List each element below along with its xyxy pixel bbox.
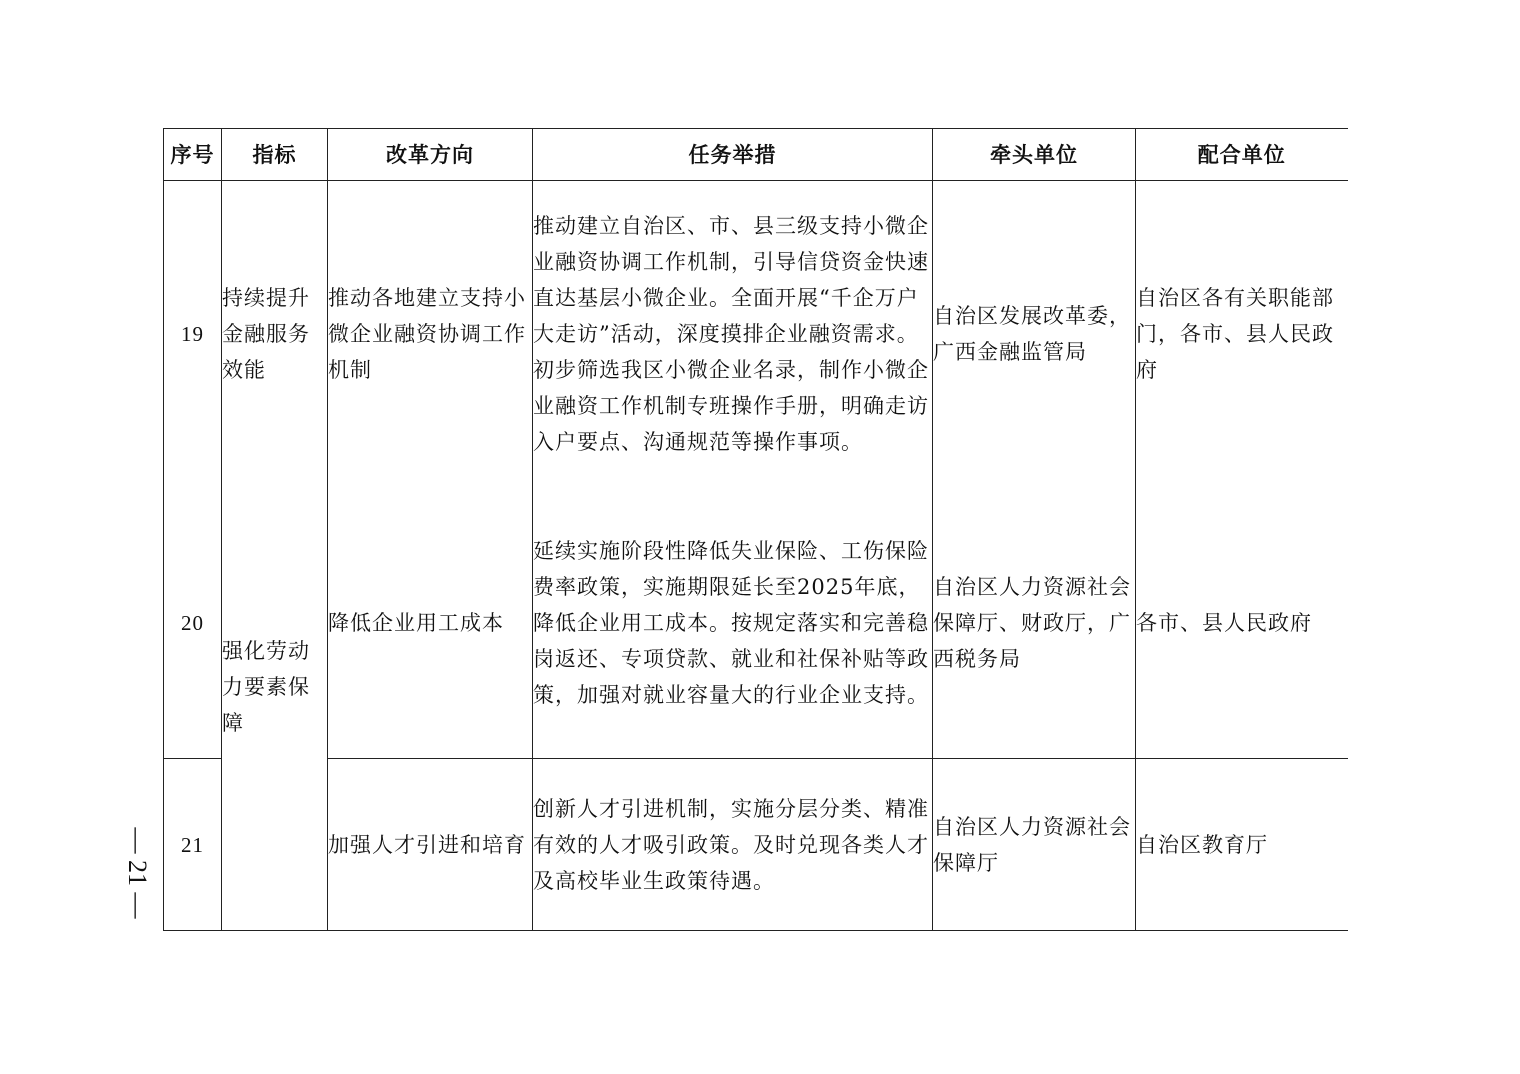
row-number: 20 [164, 488, 222, 759]
table-row [164, 181, 1348, 488]
row-indicator: 持续提升金融服务效能 [222, 181, 328, 488]
header-measures: 任务举措 [533, 129, 933, 181]
row-lead: 自治区人力资源社会保障厅 [933, 759, 1136, 931]
row-direction: 加强人才引进和培育 [328, 759, 533, 931]
page-number: — 21 — [123, 827, 152, 919]
row-indicator: 强化劳动力要素保障 [222, 488, 328, 931]
table-row [164, 759, 1348, 931]
header-direction: 改革方向 [328, 129, 533, 181]
row-cooperate: 各市、县人民政府 [1136, 488, 1348, 759]
row-direction: 降低企业用工成本 [328, 488, 533, 759]
row-number: 21 [164, 759, 222, 931]
header-row [164, 129, 1348, 181]
row-measures: 推动建立自治区、市、县三级支持小微企业融资协调工作机制，引导信贷资金快速直达基层小微企业。全面开展“千企万户大走访”活动，深度摸排企业融资需求。初步筛选我区小微企业名录，制作小微企业融资工作机制专班操作手册，明确走访入户要点、沟通规范等操作事项。 [533, 181, 933, 488]
header-indicator: 指标 [222, 129, 328, 181]
row-measures: 延续实施阶段性降低失业保险、工伤保险费率政策，实施期限延长至2025年底，降低企业用工成本。按规定落实和完善稳岗返还、专项贷款、就业和社保补贴等政策，加强对就业容量大的行业企业支持。 [533, 488, 933, 759]
row-measures: 创新人才引进机制，实施分层分类、精准有效的人才吸引政策。及时兑现各类人才及高校毕业生政策待遇。 [533, 759, 933, 931]
row-cooperate: 自治区教育厅 [1136, 759, 1348, 931]
row-lead: 自治区发展改革委，广西金融监管局 [933, 181, 1136, 488]
row-direction: 推动各地建立支持小微企业融资协调工作机制 [328, 181, 533, 488]
row-lead: 自治区人力资源社会保障厅、财政厅，广西税务局 [933, 488, 1136, 759]
row-number: 19 [164, 181, 222, 488]
row-cooperate: 自治区各有关职能部门，各市、县人民政府 [1136, 181, 1348, 488]
header-cooperate: 配合单位 [1136, 129, 1348, 181]
table-row [164, 488, 1348, 759]
task-table [163, 128, 1348, 931]
header-no: 序号 [164, 129, 222, 181]
header-lead: 牵头单位 [933, 129, 1136, 181]
